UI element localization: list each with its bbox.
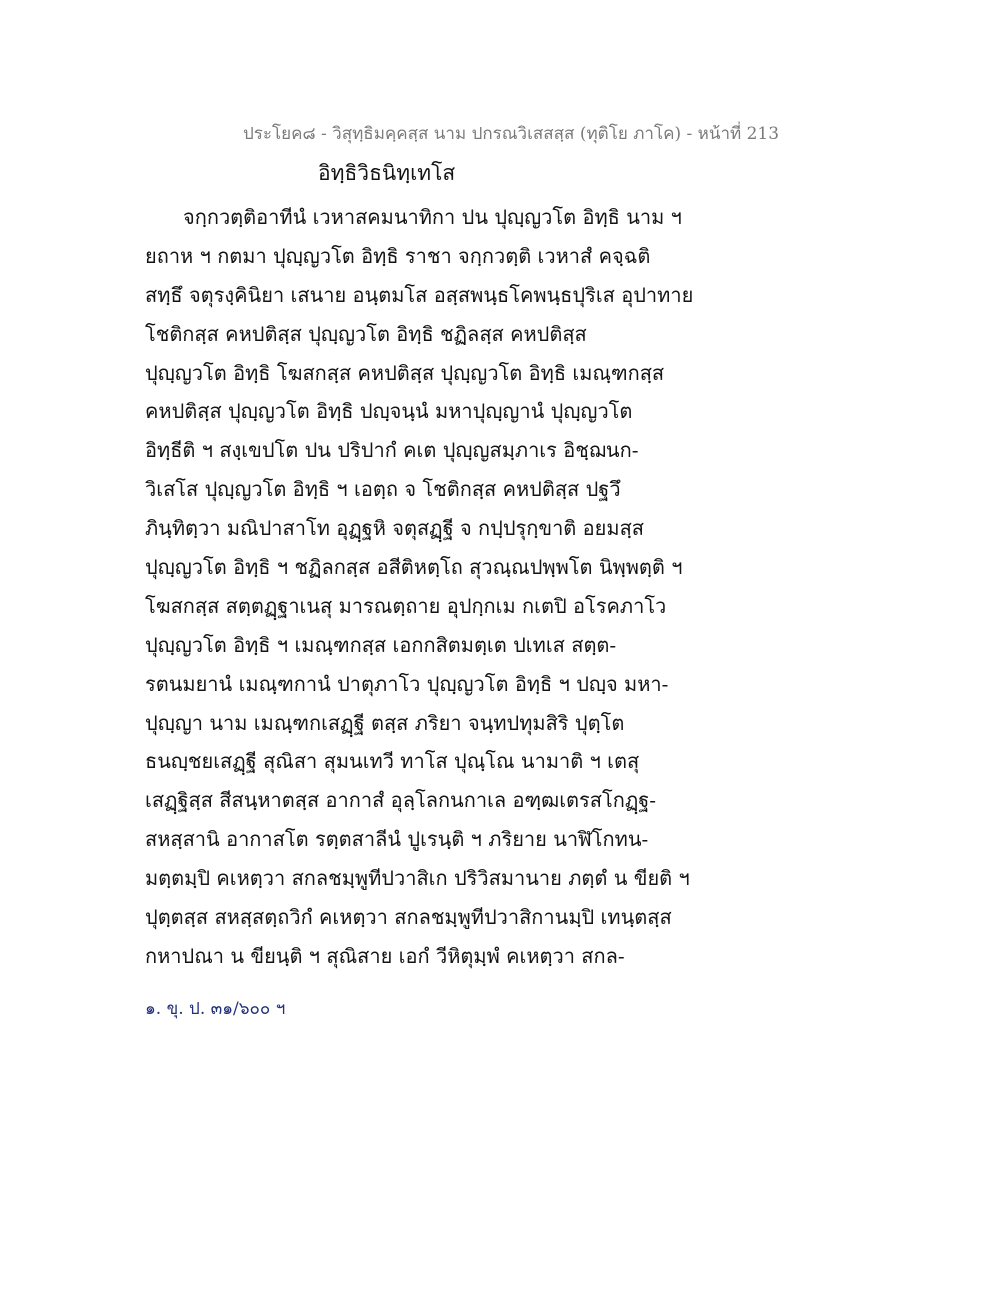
body-line: ปุญฺญวโต อิทฺธิ โฆสกสฺส คหปติสฺส ปุญฺญวโต อิทฺธิ เมณฺฑกสฺส bbox=[145, 360, 665, 385]
body-line: กหาปณา น ขียนฺติ ฯ สุณิสาย เอกํ วีหิตุมฺพํ คเหตฺวา สกล- bbox=[145, 943, 625, 968]
running-header: ประโยค๘ - วิสุทฺธิมคฺคสฺส นาม ปกรณวิเสสสฺส (ทุติโย ภาโค) - หน้าที่ 213 bbox=[243, 124, 780, 144]
body-line: ปุญฺญวโต อิทฺธิ ฯ ชฏิลกสฺส อสีติหตฺโถ สุวณฺณปพฺพโต นิพฺพตฺติ ฯ bbox=[145, 555, 683, 580]
body-line: มตฺตมฺปิ คเหตฺวา สกลชมฺพูทีปวาสิเก ปริวิสมานาย ภตฺตํ น ขียติ ฯ bbox=[145, 866, 690, 891]
body-line: ปุญฺญา นาม เมณฺฑกเสฏฺฐี ตสฺส ภริยา จนฺทปทุมสิริ ปุตฺโต bbox=[145, 710, 625, 735]
body-line: จกฺกวตฺติอาทีนํ เวหาสคมนาทิกา ปน ปุญฺญวโต อิทฺธิ นาม ฯ bbox=[183, 205, 682, 229]
body-line: คหปติสฺส ปุญฺญวโต อิทฺธิ ปญฺจนฺนํ มหาปุญฺญานํ ปุญฺญวโต bbox=[145, 399, 633, 424]
body-line: ปุตฺตสฺส สหสฺสตฺถวิกํ คเหตฺวา สกลชมฺพูทีปวาสิกานมฺปิ เทนฺตสฺส bbox=[145, 905, 672, 930]
section-title: อิทฺธิวิธนิทฺเทโส bbox=[318, 161, 456, 185]
footnote: ๑. ขุ. ป. ๓๑/๖๐๐ ฯ bbox=[145, 999, 286, 1019]
body-line: โฆสกสฺส สตฺตฏฺฐาเนสุ มารณตฺถาย อุปกฺกเม กเตปิ อโรคภาโว bbox=[145, 593, 667, 618]
body-line: ภินฺทิตฺวา มณิปาสาโท อุฏฺฐหิ จตุสฏฺฐี จ กปฺปรุกฺขาติ อยมสฺส bbox=[145, 516, 644, 541]
body-line: ปุญฺญวโต อิทฺธิ ฯ เมณฺฑกสฺส เอกกสิตมตฺเต ปเทเส สตฺต- bbox=[145, 632, 617, 657]
body-line: ธนญฺชยเสฏฺฐี สุณิสา สุมนเทวี ทาโส ปุณฺโณ นามาติ ฯ เตสุ bbox=[145, 749, 640, 774]
body-line: รตนมยานํ เมณฺฑกานํ ปาตุภาโว ปุญฺญวโต อิทฺธิ ฯ ปญฺจ มหา- bbox=[145, 671, 669, 696]
body-line: สหสฺสานิ อากาสโต รตฺตสาลีนํ ปูเรนฺติ ฯ ภริยาย นาฬิโกทน- bbox=[145, 827, 649, 852]
body-line: เสฏฺฐิสฺส สีสนฺหาตสฺส อากาสํ อุลฺโลกนกาเล อฑฺฒเตรสโกฏฺฐ- bbox=[145, 788, 657, 813]
body-line: อิทฺธีติ ฯ สงฺเขปโต ปน ปริปากํ คเต ปุญฺญสมฺภาเร อิชฺฌนก- bbox=[145, 438, 639, 463]
body-line: สทฺธึ จตุรงฺคินิยา เสนาย อนฺตมโส อสฺสพนฺธโคพนฺธปุริเส อุปาทาย bbox=[145, 282, 694, 307]
body-line: วิเสโส ปุญฺญวโต อิทฺธิ ฯ เอตฺถ จ โชติกสฺส คหปติสฺส ปฐวึ bbox=[145, 477, 621, 502]
body-line: โชติกสฺส คหปติสฺส ปุญฺญวโต อิทฺธิ ชฏิลสฺส คหปติสฺส bbox=[145, 321, 587, 346]
body-text bbox=[145, 198, 705, 976]
body-line: ยถาห ฯ กตมา ปุญฺญวโต อิทฺธิ ราชา จกฺกวตฺติ เวหาสํ คจฺฉติ bbox=[145, 243, 651, 268]
